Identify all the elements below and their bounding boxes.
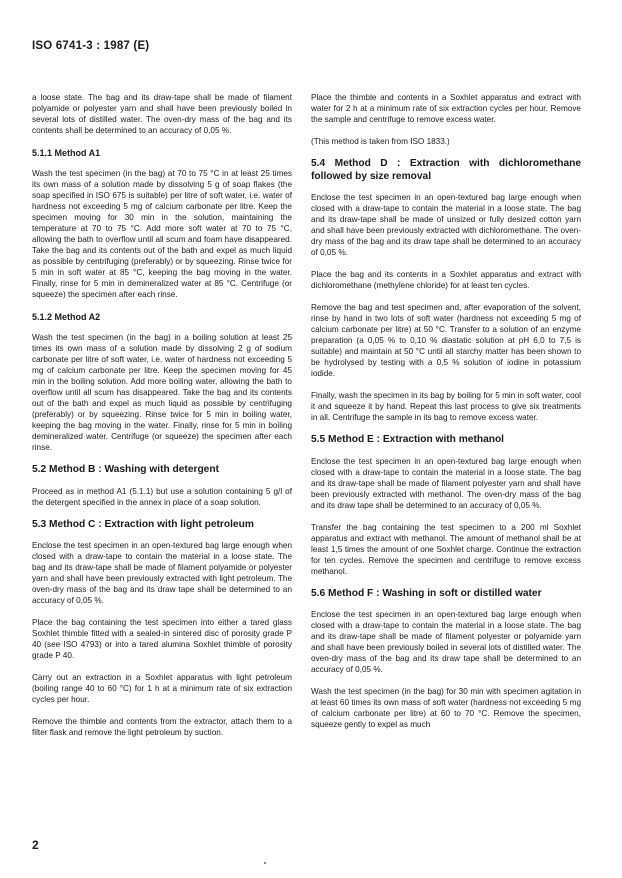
section-5-1-1-text: Wash the test specimen (in the bag) at 70 to 75 °C in at least 25 times its own mass of a solution made by dissolving 5 g of soap flakes (the soap specified in ISO 675 is suitable) per litre of soft water, i.e. water of hardness not exceeding 5 mg of calcium carbonate per litre. Keep the specimen moving for 30 min in the solution, maintaining the temperature at 70 to 75 °C. Add more soft water at 70 to 75 °C, allowing the bath to overflow until all scum and foam have disappeared. Take the bag and its contents out of the bath and expel as much liquid as possible by centrifuging (preferably) or by squeezing. Rinse twice for 5 min in soft water at 85 °C, keeping the bag moving in the water. Finally, rinse for 5 min in demineralized water at 85 °C. Centrifuge (or squeeze) the specimen after each rinse. [32,169,292,299]
section-5-1-2-heading: 5.1.2 Method A2 [32,312,101,322]
section-5-3-heading: 5.3 Method C : Extraction with light petroleum [32,518,254,530]
section-5-4-paragraph-2: Place the bag and its contents in a Soxhlet apparatus and extract with dichloromethane (methylene chloride) for at least ten cycles. [311,270,581,290]
scan-artifact [264,862,266,864]
section-5-5-paragraph-1: Enclose the test specimen in an open-textured bag large enough when closed with a draw-tape to contain the material in a loose state. The bag and its draw-tape shall be made of filament polyester yarn and shall have been previously extracted with methanol. The oven-dry mass of the bag and its draw tape shall be determined to an accuracy of 0,05 %. [311,456,581,510]
continued-paragraph: Place the thimble and contents in a Soxhlet apparatus and extract with water for 2 h at a minimum rate of six extraction cycles per hour. Remove the sample and centrifuge to remove excess water. [311,93,581,124]
left-column [32,92,292,749]
page-number: 2 [32,838,39,852]
section-5-2-heading: 5.2 Method B : Washing with detergent [32,464,219,475]
section-5-4-heading: 5.4 Method D : Extraction with dichloromethane followed by size removal [311,158,581,182]
intro-paragraph: a loose state. The bag and its draw-tape shall be made of filament polyamide or polyester yarn and shall have been previously boiled in several lots of distilled water. The oven-dry mass of the bag and its contents shall be determined to an accuracy of 0,05 %. [32,93,292,135]
document-header: ISO 6741-3 : 1987 (E) [32,40,150,52]
section-5-4-paragraph-3: Remove the bag and test specimen and, after evaporation of the solvent, rinse by hand in two lots of soft water (hardness not exceeding 5 mg of calcium carbonate per litre) at 50 °C. Transfer to a solution of an enzyme preparation (a 0,05 % to 0,10 % diastatic solution at pH 6,0 to 7,5 is suitable) and maintain at 50 °C until all starchy matter has been shown to be hydrolysed by testing with a 0,5 % solution of iodine in potassium iodide. [311,303,581,378]
right-column [311,92,581,741]
method-source-note: (This method is taken from ISO 1833.) [311,137,450,146]
section-5-3-paragraph-4: Remove the thimble and contents from the extractor, attach them to a filter flask and remove the light petroleum by suction. [32,717,292,737]
section-5-2-text: Proceed as in method A1 (5.1.1) but use a solution containing 5 g/l of the detergent specified in the annex in place of a soap solution. [32,486,292,507]
section-5-5-paragraph-2: Transfer the bag containing the test specimen to a 200 ml Soxhlet apparatus and extract with methanol. The amount of methanol shall be at least 1,5 times the amount of one Soxhlet charge. Continue the extraction for ten cycles. Remove the specimen and centrifuge to remove excess methanol. [311,522,581,576]
section-5-4-paragraph-4: Finally, wash the specimen in its bag by boiling for 5 min in soft water, cool it and squeeze it by hand. Repeat this last process to give six treatments in all. Centrifuge the sample in its bag to remove excess water. [311,391,581,422]
section-5-1-1-heading: 5.1.1 Method A1 [32,148,101,158]
section-5-1-2-text: Wash the test specimen (in the bag) in a boiling solution at least 25 times its own mass of a solution made by dissolving 2 g of sodium carbonate per litre of soft water, i.e. water of hardness not exceeding 5 mg of calcium carbonate per litre. Keep the specimen moving for 45 min in the boiling solution. Add more boiling water, allowing the bath to overflow until all scum has disappeared. Take the bag and its contents out of the bath and expel as much liquid as possible by centrifuging (preferably) or by squeezing. Rinse twice for 5 min in boiling water, keeping the bag moving in the water. Finally, rinse for 5 min in boiling demineralized water. Centrifuge (or squeeze) the specimen after each rinse. [32,333,292,452]
section-5-4-paragraph-1: Enclose the test specimen in an open-textured bag large enough when closed with a draw-tape to contain the material in a loose state. The bag and its draw-tape shall be made of unsized or fully desized cotton yarn and shall have been previously extracted with dichloromethane. The oven-dry mass of the bag and its draw tape shall be determined to an accuracy of 0,05 %. [311,193,581,257]
section-5-3-paragraph-1: Enclose the test specimen in an open-textured bag large enough when closed with a draw-tape to contain the material in a loose state. The bag and its draw-tape shall be made of filament polyamide or polyester yarn and shall have been previously extracted with light petroleum. The oven-dry mass of the bag and its draw tape shall be determined to an accuracy of 0,05 %. [32,541,292,605]
section-5-6-paragraph-1: Enclose the test specimen in an open-textured bag large enough when closed with a draw-tape to contain the material in a loose state. The bag and its draw-tape shall be made of filament polyester or polyamide yarn and shall have been previously boiled in several lots of distilled water. The oven-dry mass of the bag and its draw tape shall be determined to an accuracy of 0,05 %. [311,610,581,674]
section-5-6-paragraph-2: Wash the test specimen (in the bag) for 30 min with specimen agitation in at least 60 times its own mass of soft water (hardness not exceeding 5 mg of calcium carbonate per litre) at 60 to 70 °C. Remove the specimen, squeeze gently to expel as much [311,687,581,729]
section-5-3-paragraph-3: Carry out an extraction in a Soxhlet apparatus with light petroleum (boiling range 40 to 60 °C) for 1 h at a minimum rate of six extraction cycles per hour. [32,673,292,704]
section-5-3-paragraph-2: Place the bag containing the test specimen into either a tared glass Soxhlet thimble fitted with a sealed-in sintered disc of porosity grade P 40 (see ISO 4793) or into a tared alumina Soxhlet thimble of porosity grade P 40. [32,618,292,660]
section-5-5-heading: 5.5 Method E : Extraction with methanol [311,434,505,445]
section-5-6-heading: 5.6 Method F : Washing in soft or distilled water [311,587,542,599]
